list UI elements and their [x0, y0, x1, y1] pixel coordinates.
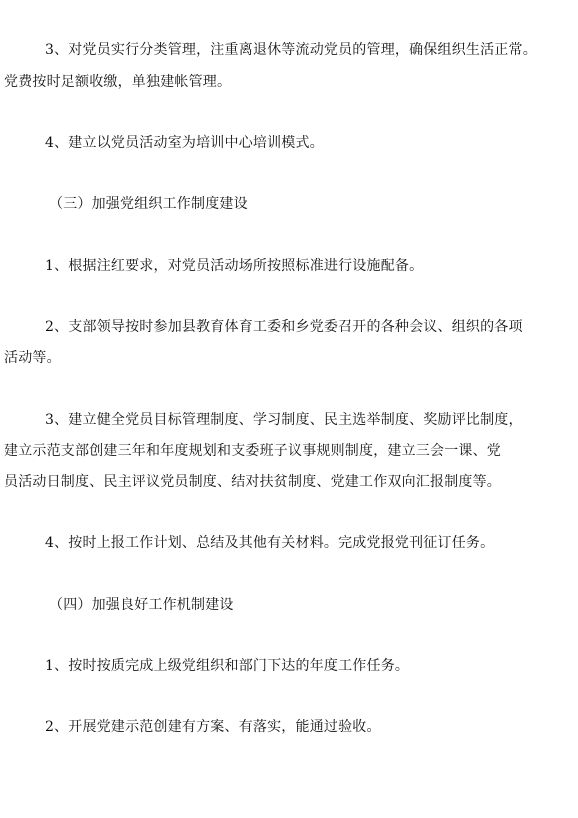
item-2-line-2: 活动等。 — [4, 350, 61, 366]
item-3-line-1: 3、建立健全党员目标管理制度、学习制度、民主选举制度、奖励评比制度， — [45, 412, 523, 428]
paragraph-4-line-1: 4、建立以党员活动室为培训中心培训模式。 — [45, 135, 324, 151]
item-3-line-2: 建立示范支部创建三年和年度规划和支委班子议事规则制度，建立三会一课、党 — [4, 443, 501, 459]
mechanism-item-1: 1、按时按质完成上级党组织和部门下达的年度工作任务。 — [45, 658, 410, 674]
item-1-line-1: 1、根据注红要求，对党员活动场所按照标准进行设施配备。 — [45, 258, 424, 274]
item-2-line-1: 2、支部领导按时参加县教育体育工委和乡党委召开的各种会议、组织的各项 — [45, 319, 523, 335]
mechanism-item-2: 2、开展党建示范创建有方案、有落实，能通过验收。 — [45, 719, 381, 735]
item-4-line-1: 4、按时上报工作计划、总结及其他有关材料。完成党报党刊征订任务。 — [45, 535, 495, 551]
paragraph-3-line-2: 党费按时足额收缴，单独建帐管理。 — [4, 74, 232, 90]
paragraph-3-line-1: 3、对党员实行分类管理，注重离退休等流动党员的管理，确保组织生活正常。 — [45, 42, 537, 58]
item-3-line-3: 员活动日制度、民主评议党员制度、结对扶贫制度、党建工作双向汇报制度等。 — [4, 474, 501, 490]
section-heading-4: （四）加强良好工作机制建设 — [49, 597, 234, 613]
section-heading-3: （三）加强党组织工作制度建设 — [49, 196, 248, 212]
